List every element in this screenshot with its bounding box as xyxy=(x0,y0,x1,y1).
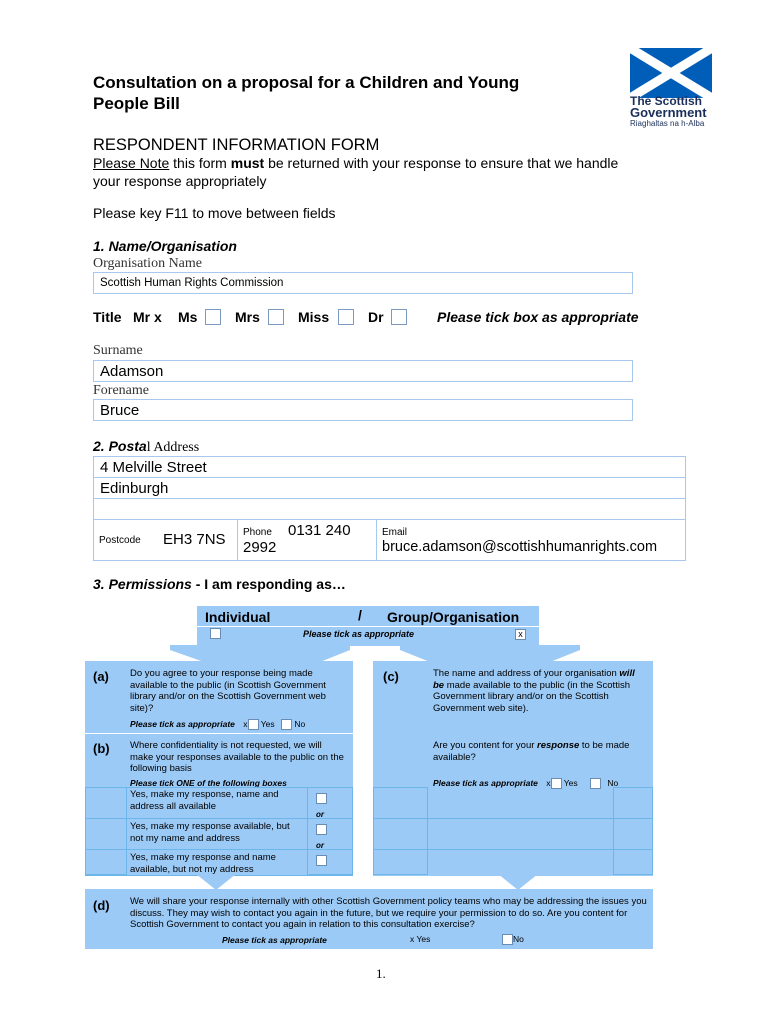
phone-value-1[interactable]: 0131 240 xyxy=(288,522,351,539)
arrow-right-icon xyxy=(400,640,580,662)
title-dr: Dr xyxy=(368,309,384,325)
address-line-1[interactable]: 4 Melville Street xyxy=(93,456,686,478)
panel-a-no-checkbox[interactable] xyxy=(281,719,292,730)
email-label: Email xyxy=(382,527,408,538)
panel-b-option-3: Yes, make my response and name available, but not my address xyxy=(130,852,276,875)
note-part1: this form xyxy=(169,155,231,171)
panel-c-tick-note: Please tick as appropriate xyxy=(433,778,538,788)
arrow-down-left-icon xyxy=(196,874,236,890)
dr-checkbox[interactable] xyxy=(391,309,407,325)
section2-heading-bold: 2. Posta xyxy=(93,438,147,454)
panel-a-text: Do you agree to your response being made available to the public (in Scottish Government library and/or on the Scottish Government web site)? xyxy=(130,668,326,714)
document-title xyxy=(93,72,519,114)
panel-b-option-2: Yes, make my response available, but not my name and address xyxy=(130,821,290,844)
panel-b-or-2: or xyxy=(316,841,324,850)
panel-b-text: Where confidentiality is not requested, we will make your responses available to the public on the following basis xyxy=(130,740,344,774)
panel-divider-a-b xyxy=(85,733,353,734)
note-must: must xyxy=(230,155,265,171)
forename-label: Forename xyxy=(93,383,149,398)
panel-c-yes-mark: x xyxy=(546,778,551,788)
panel-b-tick-note: Please tick ONE of the following boxes xyxy=(130,778,287,788)
forename-field[interactable]: Bruce xyxy=(93,399,633,421)
group-checkbox[interactable]: x xyxy=(515,629,526,640)
panel-c-no: No xyxy=(607,778,619,788)
panel-c-text-1: The name and address of your organisation xyxy=(433,668,620,679)
arrow-down-right-icon xyxy=(498,874,538,890)
title-ms: Ms xyxy=(178,309,198,325)
panel-c-text-bold: will be xyxy=(433,668,635,691)
panel-d-yes-mark: x xyxy=(410,934,415,944)
form-heading: RESPONDENT INFORMATION FORM xyxy=(93,136,380,154)
panel-c-no-checkbox[interactable] xyxy=(590,778,601,789)
panel-c-tick-row xyxy=(433,778,618,789)
panel-c-text xyxy=(433,668,643,714)
panel-c-q-1: Are you content for your xyxy=(433,740,538,751)
note-underline: Please Note xyxy=(93,155,170,171)
scottish-government-logo xyxy=(618,40,730,132)
phone-value-2[interactable]: 2992 xyxy=(243,539,277,556)
postcode-label: Postcode xyxy=(99,535,141,546)
logo-line-1: The Scottish xyxy=(630,94,703,108)
page-number: 1. xyxy=(376,966,386,981)
logo-line-3: Riaghaltas na h-Alba xyxy=(630,119,705,128)
panel-a-tag: (a) xyxy=(93,669,109,684)
org-name-label: Organisation Name xyxy=(93,256,202,271)
respondent-type-divider xyxy=(197,626,539,627)
respondent-tick-note: Please tick as appropriate xyxy=(303,629,415,639)
section3-heading-bold: 3. Permissions xyxy=(93,576,192,592)
panel-d-no-checkbox[interactable] xyxy=(502,934,513,945)
surname-label: Surname xyxy=(93,343,143,358)
address-line-2[interactable]: Edinburgh xyxy=(93,477,686,499)
panel-d-yes-row xyxy=(410,934,430,944)
arrow-left-icon xyxy=(170,640,350,662)
panel-c-tag: (c) xyxy=(383,669,399,684)
panel-b-option-3-checkbox[interactable] xyxy=(316,855,327,866)
miss-checkbox[interactable] xyxy=(338,309,354,325)
logo-line-2: Government xyxy=(630,105,707,120)
title-tick-note: Please tick box as appropriate xyxy=(437,309,639,325)
note-part2: be returned with your response to ensure that we handle xyxy=(264,155,619,171)
panel-b-option-1: Yes, make my response, name and address all available xyxy=(130,789,279,812)
right-grid-row-1 xyxy=(373,818,653,850)
form-note xyxy=(93,154,693,190)
title-mrs: Mrs xyxy=(235,309,260,325)
panel-c-yes-checkbox[interactable] xyxy=(551,778,562,789)
panel-d-yes: Yes xyxy=(416,934,431,944)
panel-b-tag: (b) xyxy=(93,741,110,756)
section2-heading xyxy=(93,438,199,456)
group-label: Group/Organisation xyxy=(387,609,520,625)
panel-c-text-2: made available to the public (in the Scottish Government library and/or on the Scottish Government web site). xyxy=(433,679,630,714)
saltire-flag-icon xyxy=(630,48,712,98)
panel-d-text: We will share your response internally with other Scottish Government policy teams who may be addressing the issues you discuss. They may wish to contact you again in the future, but we require your permission to do so. Are you content for Scottish Government to contact you again in relation to this consultation exercise? xyxy=(130,896,647,930)
title-miss: Miss xyxy=(298,309,330,325)
panel-a-no: No xyxy=(294,719,306,729)
ms-checkbox[interactable] xyxy=(205,309,221,325)
panel-c-yes: Yes xyxy=(563,778,578,788)
email-field[interactable]: bruce.adamson@scottishhumanrights.com xyxy=(382,539,658,555)
individual-label: Individual xyxy=(205,609,271,625)
panel-b-option-2-checkbox[interactable] xyxy=(316,824,327,835)
title-row xyxy=(93,309,122,325)
key-instruction: Please key F11 to move between fields xyxy=(93,205,336,221)
title-mr: Mr x xyxy=(133,309,162,325)
slash-label: / xyxy=(358,607,362,623)
note-line2: your response appropriately xyxy=(93,173,267,189)
individual-checkbox[interactable] xyxy=(210,628,221,639)
panel-b-option-1-checkbox[interactable] xyxy=(316,793,327,804)
panel-b-or-1: or xyxy=(316,810,324,819)
organisation-name-field[interactable]: Scottish Human Rights Commission xyxy=(93,272,633,294)
title-line-2: People Bill xyxy=(93,94,180,113)
section3-heading-rest: - I am responding as… xyxy=(191,576,346,592)
panel-a-tick-note: Please tick as appropriate xyxy=(130,719,235,729)
panel-c-q-2: to be made available? xyxy=(433,740,630,763)
panel-a-yes-checkbox[interactable] xyxy=(248,719,259,730)
phone-label: Phone xyxy=(243,527,272,538)
panel-a-yes: Yes xyxy=(260,719,275,729)
title-line-1: Consultation on a proposal for a Children and Young xyxy=(93,73,520,92)
panel-d-tick-note: Please tick as appropriate xyxy=(222,935,327,945)
section2-heading-rest: l Address xyxy=(146,440,200,455)
address-line-3[interactable] xyxy=(93,498,686,520)
panel-d-no: No xyxy=(513,934,524,944)
section1-heading: 1. Name/Organisation xyxy=(93,238,237,254)
panel-a-yes-mark: x xyxy=(243,719,248,729)
panel-d-no-row xyxy=(502,934,524,945)
postcode-field[interactable]: EH3 7NS xyxy=(163,531,226,548)
title-label: Title xyxy=(93,309,122,325)
panel-c-question xyxy=(433,740,633,763)
panel-a-tick-row xyxy=(130,719,305,730)
surname-field[interactable]: Adamson xyxy=(93,360,633,382)
panel-d-tag: (d) xyxy=(93,898,110,913)
panel-c-q-bold: response xyxy=(537,740,580,751)
mrs-checkbox[interactable] xyxy=(268,309,284,325)
section3-heading xyxy=(93,576,346,592)
